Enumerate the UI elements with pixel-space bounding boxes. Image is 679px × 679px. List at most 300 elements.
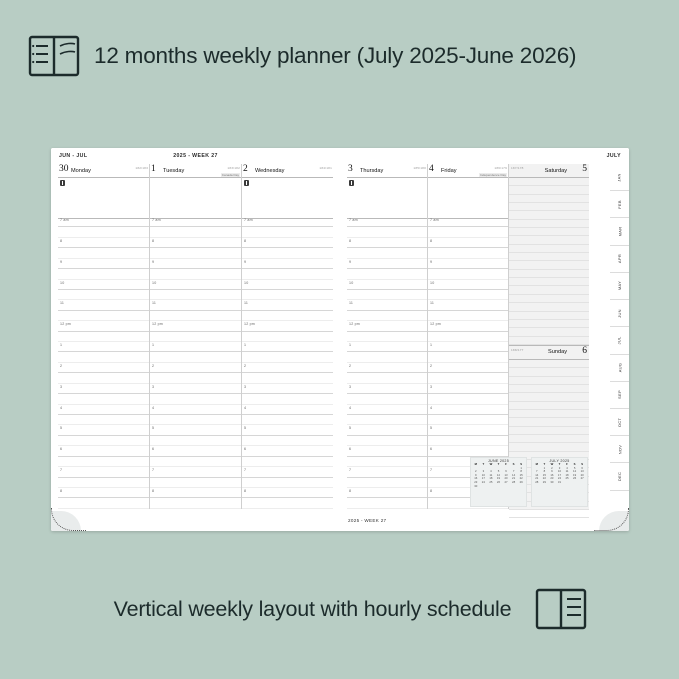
half-hour-row[interactable] (347, 227, 427, 237)
half-hour-row[interactable] (150, 290, 241, 300)
ruled-line[interactable] (509, 236, 589, 244)
mini-calendar-day[interactable]: 11 (489, 472, 493, 477)
mini-calendar-day[interactable]: 1 (520, 465, 522, 470)
day-header-sunday (509, 345, 589, 360)
mini-calendar-day[interactable] (495, 485, 503, 489)
mini-calendar-day[interactable]: 28 (535, 479, 539, 484)
hour-label: 8 (349, 238, 352, 243)
month-tab-sep[interactable] (610, 382, 629, 409)
half-hour-row[interactable] (242, 498, 333, 508)
hour-row[interactable] (58, 405, 149, 415)
ruled-line[interactable] (509, 178, 589, 186)
mini-calendar-day[interactable]: 22 (519, 476, 523, 481)
ruled-line[interactable] (509, 510, 589, 518)
hour-label: 11 (60, 301, 65, 306)
hour-row[interactable] (242, 425, 333, 435)
mini-calendar-day[interactable]: 3 (482, 469, 485, 474)
half-hour-row[interactable] (150, 332, 241, 342)
mini-calendar-day[interactable] (517, 485, 525, 489)
hour-row[interactable] (428, 280, 508, 290)
hour-row[interactable] (58, 238, 149, 248)
mini-calendar-day[interactable]: 25 (489, 479, 493, 484)
day-number: 4 (429, 164, 434, 174)
hour-row[interactable] (58, 488, 149, 498)
ruled-line[interactable] (509, 186, 589, 194)
day-number: 5 (582, 164, 587, 174)
half-hour-row[interactable] (242, 290, 333, 300)
month-tab-jan[interactable] (610, 164, 629, 191)
day-name: Saturday (544, 167, 567, 174)
hour-row[interactable] (58, 384, 149, 394)
mini-calendar-day[interactable]: 5 (573, 465, 576, 470)
ruled-line[interactable] (509, 303, 589, 311)
mini-calendar-day[interactable] (563, 481, 571, 485)
mini-calendar-day[interactable]: 3 (558, 465, 561, 470)
mini-calendar-day[interactable]: 12 (573, 469, 577, 474)
mini-calendar-day[interactable]: 19 (573, 472, 577, 477)
month-tab-nov[interactable] (610, 436, 629, 463)
month-tab-mar[interactable] (610, 218, 629, 245)
mini-calendar-day[interactable]: 18 (565, 472, 569, 477)
mini-calendar-day[interactable]: 21 (512, 476, 516, 481)
mini-calendar-day[interactable]: 1 (543, 465, 546, 470)
mini-calendar-day[interactable] (510, 485, 518, 489)
half-hour-row[interactable] (242, 352, 333, 362)
right-page-header (340, 153, 629, 163)
mini-calendar-day[interactable]: 7 (512, 469, 515, 474)
hour-row[interactable] (428, 405, 508, 415)
hour-row[interactable] (347, 405, 427, 415)
half-hour-row[interactable] (347, 332, 427, 342)
ruled-line[interactable] (509, 368, 589, 376)
ruled-line[interactable] (509, 253, 589, 261)
mini-calendar-day[interactable]: 7 (536, 469, 538, 474)
planner-right-page (340, 148, 629, 531)
hour-row[interactable] (150, 363, 241, 373)
month-tab-dec[interactable] (610, 463, 629, 490)
half-hour-row[interactable] (242, 248, 333, 258)
half-hour-row[interactable] (150, 227, 241, 237)
half-hour-row[interactable] (347, 457, 427, 467)
half-hour-row[interactable] (58, 394, 149, 404)
half-hour-row[interactable] (242, 227, 333, 237)
ruled-line[interactable] (509, 328, 589, 336)
mini-calendar-day[interactable]: 17 (557, 472, 562, 477)
mini-calendar-day[interactable]: 30 (474, 483, 478, 488)
half-hour-row[interactable] (242, 311, 333, 321)
mini-calendar-dow: W (550, 462, 554, 466)
planner-left-page (51, 148, 341, 531)
ruled-line[interactable] (509, 195, 589, 203)
hour-row[interactable] (428, 259, 508, 269)
half-hour-row[interactable] (347, 248, 427, 258)
ruled-line[interactable] (509, 418, 589, 426)
ruled-line[interactable] (509, 211, 589, 219)
hour-row[interactable] (428, 446, 508, 456)
mini-calendar[interactable] (531, 457, 588, 507)
mini-calendar-day[interactable]: 26 (496, 479, 501, 484)
hour-label: 2 (152, 363, 155, 368)
day-notes-area[interactable] (347, 178, 427, 219)
day-notes-area[interactable] (428, 178, 508, 219)
half-hour-row[interactable] (428, 248, 508, 258)
hour-row[interactable] (58, 363, 149, 373)
hour-row[interactable] (428, 238, 508, 248)
hour-label: 9 (349, 259, 352, 264)
hour-row[interactable] (150, 259, 241, 269)
half-hour-row[interactable] (242, 332, 333, 342)
mini-calendar-day[interactable]: 12 (496, 472, 501, 477)
hour-row[interactable] (150, 384, 241, 394)
mini-calendar-day[interactable]: 4 (566, 465, 568, 470)
hour-row[interactable] (428, 384, 508, 394)
hour-row[interactable] (150, 342, 241, 352)
hour-row[interactable] (150, 300, 241, 310)
ruled-line[interactable] (509, 393, 589, 401)
mini-calendar-day[interactable]: 22 (542, 476, 546, 481)
hour-label: 11 (430, 301, 435, 306)
hour-grid[interactable] (242, 217, 333, 509)
hour-row[interactable] (242, 342, 333, 352)
half-hour-row[interactable] (347, 269, 427, 279)
mini-calendar-day[interactable]: 15 (542, 472, 546, 477)
hour-row[interactable] (347, 446, 427, 456)
half-hour-row[interactable] (428, 436, 508, 446)
mini-calendar-day[interactable]: 9 (551, 469, 553, 474)
ruled-line[interactable] (509, 360, 589, 368)
hour-row[interactable] (242, 259, 333, 269)
half-hour-row[interactable] (58, 227, 149, 237)
hour-row[interactable] (428, 217, 508, 227)
hour-label: 12 pm (244, 322, 255, 327)
month-tab-apr[interactable] (610, 246, 629, 273)
hour-label: 7 am (430, 218, 439, 222)
day-notes-area[interactable] (58, 178, 149, 219)
hour-label: 7 am (60, 218, 69, 222)
mini-calendar-day[interactable]: 14 (535, 472, 539, 477)
hour-row[interactable] (242, 405, 333, 415)
month-tab-may[interactable] (610, 273, 629, 300)
hour-row[interactable] (242, 363, 333, 373)
saturday-lines[interactable] (509, 178, 589, 345)
ruled-line[interactable] (509, 402, 589, 410)
hour-grid[interactable] (150, 217, 241, 509)
mini-calendar-day[interactable]: 16 (474, 476, 478, 481)
mini-calendar-day[interactable]: 8 (520, 469, 522, 474)
note-icon (244, 180, 249, 186)
mini-calendar-day[interactable]: 24 (481, 479, 485, 484)
hour-label: 10 (60, 280, 65, 285)
hour-label: 4 (244, 405, 247, 410)
hour-row[interactable] (242, 446, 333, 456)
half-hour-row[interactable] (347, 478, 427, 488)
hour-row[interactable] (58, 446, 149, 456)
mini-calendar-day[interactable] (487, 485, 495, 489)
month-tab-feb[interactable] (610, 191, 629, 218)
day-notes-area[interactable] (150, 178, 241, 219)
hour-label: 7 (152, 468, 155, 473)
mini-calendar[interactable] (470, 457, 527, 507)
half-hour-row[interactable] (58, 311, 149, 321)
ruled-line[interactable] (509, 377, 589, 385)
hour-row[interactable] (242, 321, 333, 331)
day-column-wednesday[interactable] (241, 164, 333, 509)
hour-row[interactable] (242, 384, 333, 394)
half-hour-row[interactable] (428, 415, 508, 425)
hour-label: 7 am (152, 218, 161, 222)
ruled-line[interactable] (509, 320, 589, 328)
hour-row[interactable] (242, 280, 333, 290)
hour-row[interactable] (347, 321, 427, 331)
mini-calendar-day[interactable] (480, 485, 488, 489)
mini-calendar-day[interactable]: 27 (580, 476, 584, 481)
hour-label: 11 (244, 301, 249, 306)
half-hour-row[interactable] (150, 311, 241, 321)
half-hour-row[interactable] (150, 394, 241, 404)
half-hour-row[interactable] (58, 352, 149, 362)
half-hour-row[interactable] (150, 269, 241, 279)
half-hour-row[interactable] (347, 311, 427, 321)
half-hour-row[interactable] (150, 436, 241, 446)
ruled-line[interactable] (509, 270, 589, 278)
hour-row[interactable] (428, 425, 508, 435)
mini-calendar-day[interactable] (578, 481, 586, 485)
hour-label: 3 (349, 384, 352, 389)
ruled-line[interactable] (509, 245, 589, 253)
half-hour-row[interactable] (242, 269, 333, 279)
hour-row[interactable] (428, 321, 508, 331)
half-hour-row[interactable] (347, 436, 427, 446)
half-hour-row[interactable] (150, 415, 241, 425)
half-hour-row[interactable] (347, 498, 427, 508)
mini-calendar-day[interactable]: 29 (542, 479, 546, 484)
half-hour-row[interactable] (347, 352, 427, 362)
half-hour-row[interactable] (428, 373, 508, 383)
mini-calendar-day[interactable]: 2 (475, 469, 477, 474)
hour-row[interactable] (347, 280, 427, 290)
ruled-line[interactable] (509, 427, 589, 435)
hour-row[interactable] (58, 467, 149, 477)
half-hour-row[interactable] (347, 394, 427, 404)
month-tab-oct[interactable] (610, 409, 629, 436)
hour-label: 7 (349, 468, 352, 473)
hour-row[interactable] (150, 446, 241, 456)
half-hour-row[interactable] (428, 352, 508, 362)
mini-calendar-day[interactable]: 27 (504, 479, 508, 484)
hour-row[interactable] (347, 488, 427, 498)
hour-row[interactable] (347, 238, 427, 248)
mini-calendar-day[interactable]: 20 (504, 476, 508, 481)
hour-label: 6 (430, 447, 433, 452)
hour-row[interactable] (347, 425, 427, 435)
planner-spread (51, 148, 629, 531)
hour-row[interactable] (150, 238, 241, 248)
hour-label: 6 (349, 447, 352, 452)
ruled-line[interactable] (509, 435, 589, 443)
hour-row[interactable] (58, 425, 149, 435)
half-hour-row[interactable] (428, 311, 508, 321)
half-hour-row[interactable] (58, 478, 149, 488)
hour-row[interactable] (58, 300, 149, 310)
half-hour-row[interactable] (428, 332, 508, 342)
mini-calendar-day[interactable]: 29 (519, 479, 523, 484)
half-hour-row[interactable] (150, 373, 241, 383)
hour-row[interactable] (242, 300, 333, 310)
mini-calendar-day[interactable]: 8 (543, 469, 546, 474)
mini-calendar-day[interactable]: 6 (581, 465, 583, 470)
ruled-line[interactable] (509, 228, 589, 236)
day-column-tuesday[interactable] (149, 164, 241, 509)
ruled-line[interactable] (509, 410, 589, 418)
hour-row[interactable] (347, 217, 427, 227)
month-tab-jun[interactable] (610, 300, 629, 327)
day-header (150, 164, 241, 178)
mini-calendar-day[interactable]: 14 (512, 472, 516, 477)
half-hour-row[interactable] (428, 394, 508, 404)
hour-row[interactable] (150, 321, 241, 331)
mini-calendar-day[interactable]: 2 (551, 465, 553, 470)
half-hour-row[interactable] (428, 269, 508, 279)
half-hour-row[interactable] (242, 373, 333, 383)
hour-row[interactable] (347, 342, 427, 352)
mini-calendar-day[interactable]: 30 (550, 479, 554, 484)
half-hour-row[interactable] (58, 332, 149, 342)
month-tab-jul[interactable] (610, 327, 629, 354)
hour-row[interactable] (242, 488, 333, 498)
ruled-line[interactable] (509, 286, 589, 294)
half-hour-row[interactable] (58, 269, 149, 279)
mini-calendar-day[interactable]: 23 (550, 476, 554, 481)
ruled-line[interactable] (509, 220, 589, 228)
half-hour-row[interactable] (58, 290, 149, 300)
ruled-line[interactable] (509, 443, 589, 451)
hour-row[interactable] (242, 467, 333, 477)
mini-calendar-day[interactable]: 13 (580, 469, 584, 474)
hour-row[interactable] (150, 217, 241, 227)
half-hour-row[interactable] (150, 457, 241, 467)
half-hour-row[interactable] (58, 436, 149, 446)
mini-calendar-day[interactable]: 20 (580, 472, 584, 477)
mini-calendar-day[interactable]: 18 (489, 476, 493, 481)
mini-calendar-day[interactable]: 9 (475, 472, 477, 477)
half-hour-row[interactable] (150, 478, 241, 488)
mini-calendar-day[interactable]: 19 (496, 476, 501, 481)
ruled-line[interactable] (509, 203, 589, 211)
mini-calendar-day[interactable]: 13 (504, 472, 508, 477)
half-hour-row[interactable] (58, 415, 149, 425)
mini-calendar-day[interactable]: 11 (565, 469, 569, 474)
half-hour-row[interactable] (428, 290, 508, 300)
hour-row[interactable] (428, 363, 508, 373)
day-notes-area[interactable] (242, 178, 333, 219)
half-hour-row[interactable] (150, 248, 241, 258)
ruled-line[interactable] (509, 278, 589, 286)
month-tab-label: FEB (617, 199, 622, 209)
mini-calendar-day[interactable]: 21 (535, 476, 539, 481)
hour-row[interactable] (347, 259, 427, 269)
hour-row[interactable] (347, 384, 427, 394)
mini-calendar-day[interactable]: 10 (557, 469, 562, 474)
month-tab-aug[interactable] (610, 355, 629, 382)
hour-row[interactable] (58, 280, 149, 290)
hour-label: 7 am (349, 218, 358, 222)
mini-calendar-day[interactable]: 16 (550, 472, 554, 477)
half-hour-row[interactable] (150, 498, 241, 508)
mini-calendar-day[interactable]: 25 (565, 476, 569, 481)
half-hour-row[interactable] (58, 457, 149, 467)
half-hour-row[interactable] (58, 248, 149, 258)
mini-calendar-day[interactable]: 15 (519, 472, 523, 477)
hour-row[interactable] (150, 425, 241, 435)
hour-row[interactable] (347, 467, 427, 477)
mini-calendar-day[interactable]: 23 (474, 479, 478, 484)
hour-row[interactable] (347, 300, 427, 310)
mini-calendar-day[interactable]: 10 (481, 472, 485, 477)
mini-calendar-day[interactable]: 6 (505, 469, 507, 474)
hour-row[interactable] (242, 238, 333, 248)
hour-row[interactable] (150, 280, 241, 290)
hour-row[interactable] (150, 467, 241, 477)
hour-row[interactable] (428, 300, 508, 310)
mini-calendar-day[interactable]: 17 (481, 476, 485, 481)
day-column-monday[interactable] (58, 164, 149, 509)
hour-row[interactable] (428, 342, 508, 352)
half-hour-row[interactable] (242, 394, 333, 404)
hour-row[interactable] (58, 342, 149, 352)
half-hour-row[interactable] (347, 290, 427, 300)
hour-row[interactable] (58, 217, 149, 227)
mini-calendar-day[interactable]: 26 (573, 476, 577, 481)
mini-calendar-day[interactable] (502, 485, 510, 489)
hour-row[interactable] (150, 488, 241, 498)
hour-grid[interactable] (58, 217, 149, 509)
half-hour-row[interactable] (242, 415, 333, 425)
ruled-line[interactable] (509, 337, 589, 345)
hour-row[interactable] (58, 321, 149, 331)
hour-grid[interactable] (347, 217, 427, 509)
half-hour-row[interactable] (150, 352, 241, 362)
mini-calendar-day[interactable] (571, 481, 579, 485)
mini-calendar-day[interactable]: 5 (497, 469, 500, 474)
ruled-line[interactable] (509, 312, 589, 320)
hour-row[interactable] (150, 405, 241, 415)
day-number: 3 (348, 164, 353, 174)
mini-calendar-day[interactable]: 24 (557, 476, 562, 481)
half-hour-row[interactable] (242, 478, 333, 488)
ruled-line[interactable] (509, 261, 589, 269)
hour-row[interactable] (58, 259, 149, 269)
half-hour-row[interactable] (347, 373, 427, 383)
half-hour-row[interactable] (347, 415, 427, 425)
hour-row[interactable] (242, 217, 333, 227)
mini-calendar-day[interactable]: 31 (557, 479, 562, 484)
hour-label: 7 (60, 468, 63, 473)
month-tab-label: JUL (616, 336, 622, 345)
mini-calendar-day[interactable]: 28 (512, 479, 516, 484)
month-tab-strip[interactable] (610, 164, 629, 509)
half-hour-row[interactable] (242, 457, 333, 467)
ruled-line[interactable] (509, 295, 589, 303)
ruled-line[interactable] (509, 385, 589, 393)
half-hour-row[interactable] (242, 436, 333, 446)
half-hour-row[interactable] (58, 373, 149, 383)
hour-label: 3 (430, 384, 433, 389)
hour-row[interactable] (347, 363, 427, 373)
day-column-thursday[interactable] (347, 164, 427, 509)
mini-calendar-day[interactable]: 4 (490, 469, 492, 474)
half-hour-row[interactable] (428, 227, 508, 237)
day-name: Monday (71, 167, 91, 174)
